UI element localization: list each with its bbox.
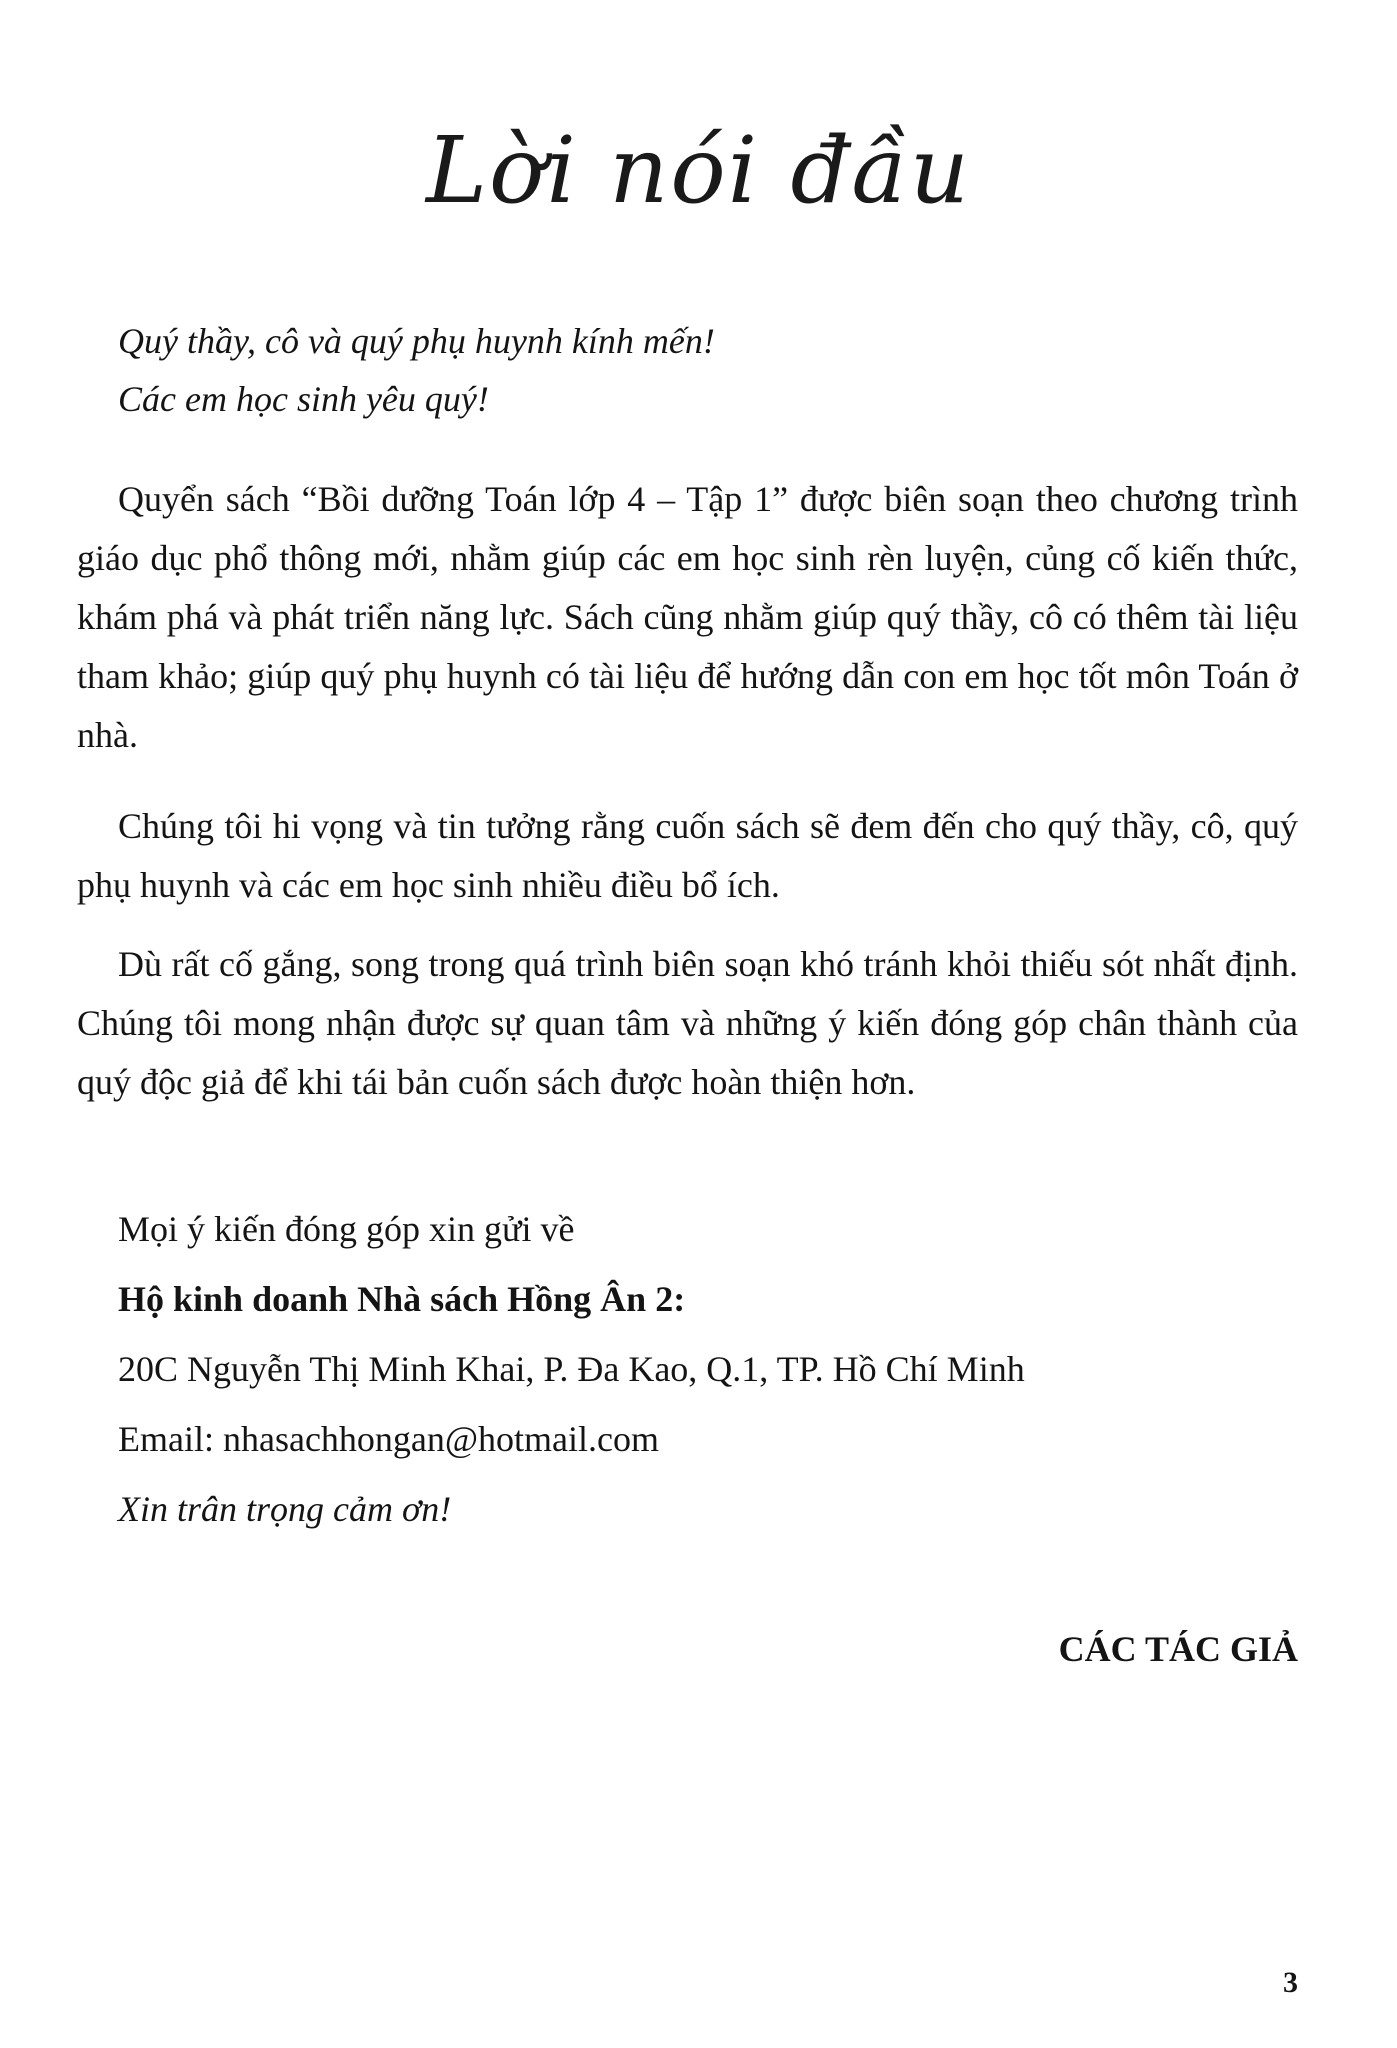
page-title: Lời nói đầu <box>426 117 971 224</box>
closing-line: Xin trân trọng cảm ơn! <box>118 1489 452 1529</box>
contact-intro: Mọi ý kiến đóng góp xin gửi về <box>118 1209 575 1249</box>
body-paragraph: Chúng tôi hi vọng và tin tưởng rằng cuốn sách sẽ đem đến cho quý thầy, cô, quý phụ huynh và các em học sinh nhiều điều bổ ích. <box>77 806 1298 905</box>
page-number: 3 <box>1283 1966 1298 1999</box>
contact-address: 20C Nguyễn Thị Minh Khai, P. Đa Kao, Q.1, TP. Hồ Chí Minh <box>118 1349 1025 1389</box>
contact-email: Email: nhasachhongan@hotmail.com <box>118 1419 660 1459</box>
greeting-line: Các em học sinh yêu quý! <box>118 379 489 419</box>
contact-company: Hộ kinh doanh Nhà sách Hồng Ân 2: <box>118 1279 686 1319</box>
body-paragraph: Dù rất cố gắng, song trong quá trình biên soạn khó tránh khỏi thiếu sót nhất định. Chúng tôi mong nhận được sự quan tâm và những ý kiến đóng góp chân thành của quý độc giả để khi tái bản cuốn sách được hoàn thiện hơn. <box>77 944 1298 1102</box>
authors-signature: CÁC TÁC GIẢ <box>1058 1629 1298 1669</box>
body-paragraph: Quyển sách “Bồi dưỡng Toán lớp 4 – Tập 1” được biên soạn theo chương trình giáo dục phổ thông mới, nhằm giúp các em học sinh rèn luyện, củng cố kiến thức, khám phá và phát triển năng lực. Sách cũng nhằm giúp quý thầy, cô có thêm tài liệu tham khảo; giúp quý phụ huynh có tài liệu để hướng dẫn con em học tốt môn Toán ở nhà. <box>77 479 1298 755</box>
greeting-line: Quý thầy, cô và quý phụ huynh kính mến! <box>118 321 715 361</box>
